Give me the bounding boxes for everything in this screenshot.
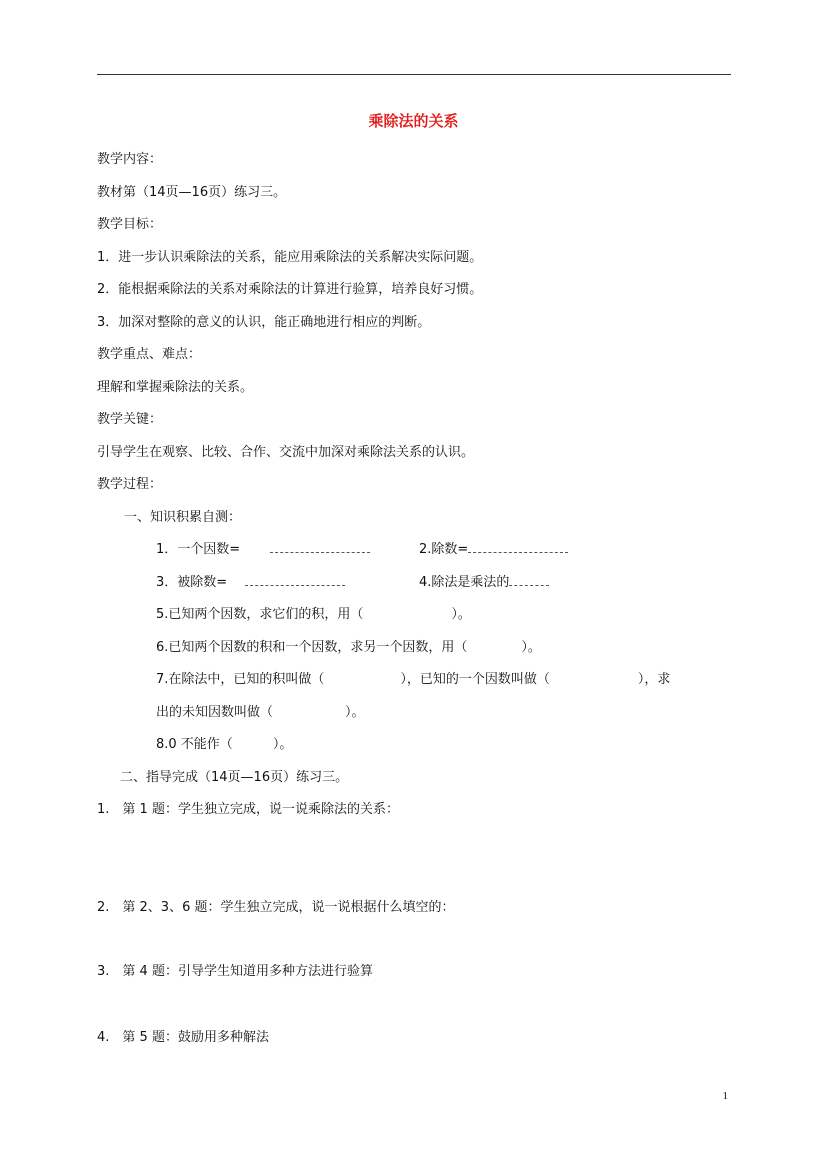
question-8-text: 8.0 不能作（: [156, 737, 233, 752]
question-8-close: ）。: [272, 737, 293, 752]
question-2: [419, 541, 568, 559]
key-text: 引导学生在观察、比较、合作、交流中加深对乘除法关系的认识。: [97, 445, 475, 460]
goal-item: 3．加深对整除的意义的认识，能正确地进行相应的判断。: [97, 315, 431, 330]
question-5-close: ）。: [451, 607, 471, 622]
heading-content: 教学内容：: [97, 152, 163, 167]
header-rule: [97, 74, 731, 75]
question-7-text-a: 7.在除法中，已知的积叫做（: [156, 672, 325, 687]
question-6: [156, 639, 541, 657]
content-text: 教材第（14页—16页）练习三。: [97, 185, 287, 200]
list-item: 1. 第 1 题：学生独立完成，说一说乘除法的关系：: [97, 802, 399, 817]
focus-text: 理解和掌握乘除法的关系。: [97, 380, 254, 395]
answer-blank[interactable]: [468, 542, 568, 553]
question-7: [156, 671, 670, 689]
page-number: 1: [722, 1090, 728, 1102]
question-3-label: 3．被除数=: [156, 575, 228, 590]
question-7-text-c: ），求: [637, 672, 671, 687]
list-item: 3. 第 4 题：引导学生知道用多种方法进行验算: [97, 964, 373, 979]
heading-key: 教学关键：: [97, 412, 163, 427]
answer-blank[interactable]: [245, 575, 345, 586]
question-7-text-e: ）。: [345, 705, 365, 720]
section-1-heading: 一、知识积累自测：: [124, 510, 242, 525]
question-6-text: 6.已知两个因数的积和一个因数，求另一个因数，用（: [156, 640, 468, 655]
question-7-text-d: 出的未知因数叫做（: [156, 705, 274, 720]
question-6-close: ）。: [521, 640, 541, 655]
heading-goals: 教学目标：: [97, 217, 163, 232]
question-1: [156, 541, 370, 559]
question-1-label: 1．一个因数=: [156, 542, 241, 557]
section-2-heading: 二、指导完成（14页—16页）练习三。: [120, 770, 349, 785]
goal-item: 1．进一步认识乘除法的关系，能应用乘除法的关系解决实际问题。: [97, 250, 483, 265]
question-3: [156, 574, 345, 592]
question-4: [419, 574, 549, 592]
question-5-text: 5.已知两个因数，求它们的积，用（: [156, 607, 364, 622]
question-4-label: 4.除法是乘法的: [419, 575, 510, 590]
list-item: 2. 第 2、3、6 题：学生独立完成，说一说根据什么填空的：: [97, 900, 455, 915]
page-title: 乘除法的关系: [368, 112, 459, 130]
heading-process: 教学过程：: [97, 477, 163, 492]
list-item: 4. 第 5 题：鼓励用多种解法: [97, 1030, 269, 1045]
question-5: [156, 606, 471, 624]
question-2-label: 2.除数=: [419, 542, 469, 557]
heading-focus: 教学重点、难点：: [97, 347, 202, 362]
answer-blank[interactable]: [270, 542, 370, 553]
question-8: [156, 736, 292, 754]
question-7-text-b: ），已知的一个因数叫做（: [400, 672, 550, 687]
goal-item: 2．能根据乘除法的关系对乘除法的计算进行验算，培养良好习惯。: [97, 282, 483, 297]
question-7-continued: [156, 704, 365, 722]
answer-blank[interactable]: [509, 575, 549, 586]
